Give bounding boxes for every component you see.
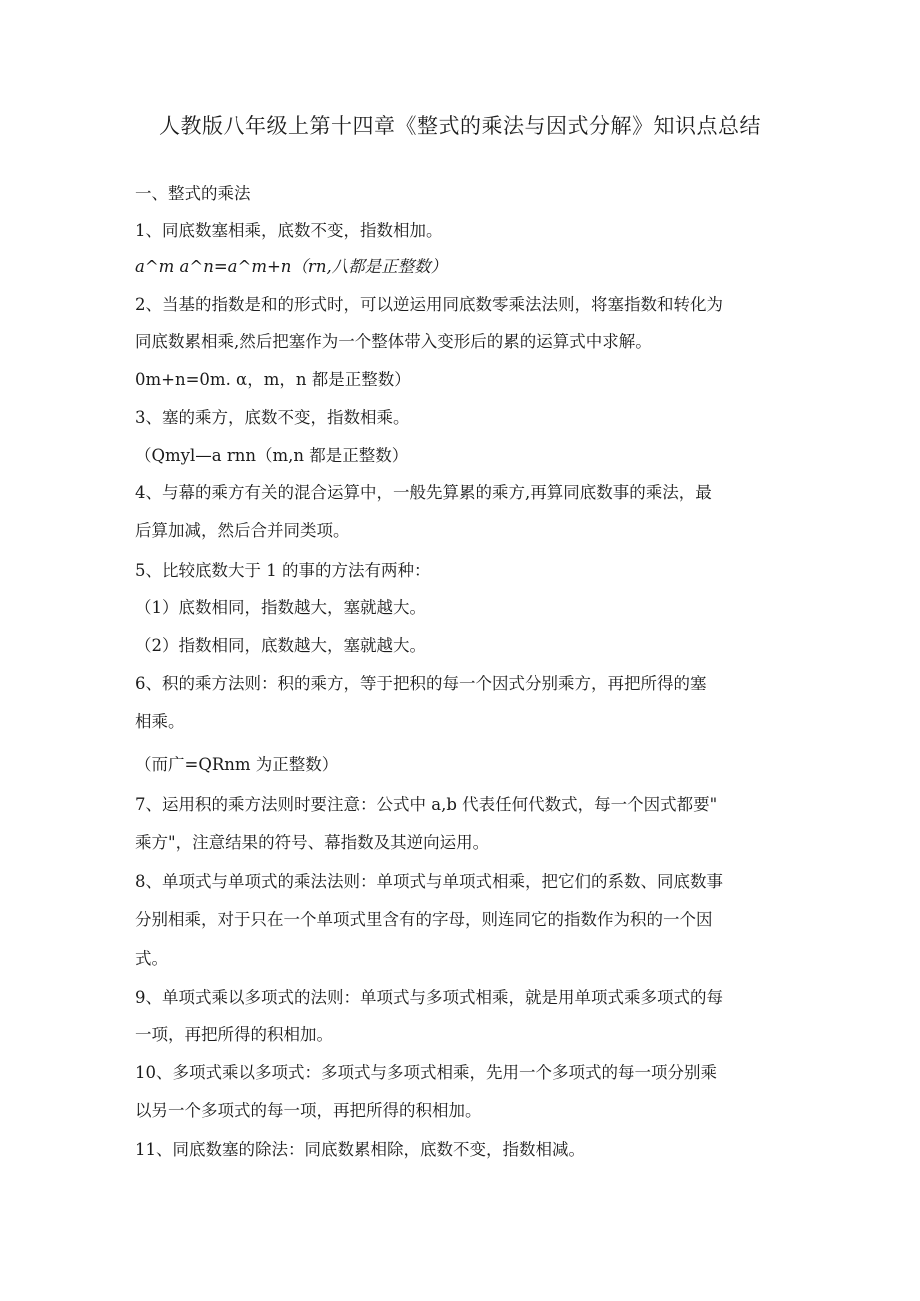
text-line: 3、塞的乘方，底数不变，指数相乘。 (135, 408, 410, 427)
text-line: 10、多项式乘以多项式：多项式与多项式相乘，先用一个多项式的每一项分别乘 (135, 1063, 717, 1082)
text-line: 后算加减，然后合并同类项。 (135, 521, 350, 540)
text-line: 乘方"，注意结果的符号、幕指数及其逆向运用。 (135, 833, 490, 852)
text-line: 8、单项式与单项式的乘法法则：单项式与单项式相乘，把它们的系数、同底数事 (135, 872, 723, 891)
formula-line: （而广=QRnm 为正整数） (135, 755, 339, 774)
text-line: 9、单项式乘以多项式的法则：单项式与多项式相乘，就是用单项式乘多项式的每 (135, 988, 723, 1007)
text-line: （2）指数相同，底数越大，塞就越大。 (135, 636, 426, 655)
section-heading: 一、整式的乘法 (135, 184, 251, 203)
text-line: 5、比较底数大于 1 的事的方法有两种： (135, 561, 431, 580)
document-title: 人教版八年级上第十四章《整式的乘法与因式分解》知识点总结 (159, 114, 761, 138)
text-line: 2、当基的指数是和的形式时，可以逆运用同底数零乘法法则，将塞指数和转化为 (135, 295, 723, 314)
text-line: 式。 (135, 949, 168, 968)
text-line: 7、运用积的乘方法则时要注意：公式中 a,b 代表任何代数式，每一个因式都要" (135, 795, 718, 814)
text-line: 相乘。 (135, 712, 185, 731)
text-line: 6、积的乘方法则：积的乘方，等于把积的每一个因式分别乘方，再把所得的塞 (135, 674, 707, 693)
text-line: 一项，再把所得的积相加。 (135, 1025, 333, 1044)
text-line: （1）底数相同，指数越大，塞就越大。 (135, 598, 426, 617)
text-line: 同底数累相乘,然后把塞作为一个整体带入变形后的累的运算式中求解。 (135, 332, 652, 351)
formula-line: 0m+n=0m. α，m，n 都是正整数） (135, 370, 411, 389)
formula-line: a^m a^n=a^m+n（rn,八都是正整数） (135, 257, 448, 276)
text-line: 11、同底数塞的除法：同底数累相除，底数不变，指数相减。 (135, 1140, 585, 1159)
formula-line: （Qmyl—a rnn（m,n 都是正整数） (135, 446, 409, 465)
text-line: 1、同底数塞相乘，底数不变，指数相加。 (135, 221, 443, 240)
text-line: 4、与幕的乘方有关的混合运算中，一般先算累的乘方,再算同底数事的乘法，最 (135, 483, 712, 502)
text-line: 分别相乘，对于只在一个单项式里含有的字母，则连同它的指数作为积的一个因 (135, 910, 713, 929)
text-line: 以另一个多项式的每一项，再把所得的积相加。 (135, 1101, 482, 1120)
